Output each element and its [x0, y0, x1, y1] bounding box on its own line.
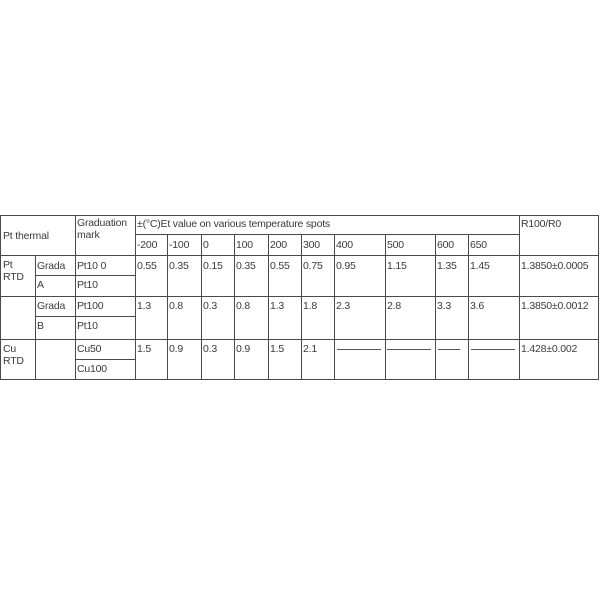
- tolerance-header: ±(°C)Et value on various temperature spots: [137, 218, 330, 230]
- grade-a-line2: A: [37, 279, 44, 291]
- temp-header-cell: 300: [303, 239, 320, 251]
- grade-a-ratio: 1.3850±0.0005: [521, 260, 589, 272]
- temp-header-cell: -100: [169, 239, 190, 251]
- cu-ratio: 1.428±0.002: [521, 343, 578, 355]
- grade-b-ratio: 1.3850±0.0012: [521, 300, 589, 312]
- grade-a-value: 0.95: [336, 260, 356, 272]
- grade-a-value: 0.35: [169, 260, 189, 272]
- grade-a-value: 0.55: [270, 260, 290, 272]
- pt-group-line1: Pt: [3, 259, 13, 271]
- grade-a-value: 1.35: [437, 260, 457, 272]
- grade-a-value: 0.15: [203, 260, 223, 272]
- grade-b-line2: B: [37, 320, 44, 332]
- group-header: Pt thermal: [3, 230, 49, 242]
- cu-mark2: Cu100: [77, 363, 107, 375]
- grade-a-value: 1.15: [387, 260, 407, 272]
- cu-group-line1: Cu: [3, 343, 17, 355]
- grade-b-mark2: Pt10: [77, 320, 98, 332]
- temp-header-cell: 600: [437, 239, 454, 251]
- grade-b-value: 0.3: [203, 300, 217, 312]
- rtd-tolerance-table: [0, 215, 599, 380]
- ratio-header: R100/R0: [521, 218, 562, 230]
- grade-a-line1: Grada: [37, 260, 66, 272]
- cu-value: 0.9: [236, 343, 250, 355]
- grade-a-mark1: Pt10 0: [77, 260, 107, 272]
- cu-value: 0.9: [169, 343, 183, 355]
- grade-b-value: 1.8: [303, 300, 317, 312]
- cu-mark1: Cu50: [77, 343, 102, 355]
- grade-b-value: 3.6: [470, 300, 484, 312]
- temp-header-cell: 400: [336, 239, 353, 251]
- mark-header-line1: Graduation: [77, 217, 127, 229]
- temp-header-cell: 0: [203, 239, 209, 251]
- cu-value: 1.5: [270, 343, 284, 355]
- not-applicable-dash: [337, 349, 381, 350]
- not-applicable-dash: [438, 349, 460, 350]
- mark-header-line2: mark: [77, 229, 100, 241]
- grade-b-value: 1.3: [270, 300, 284, 312]
- grade-b-value: 2.3: [336, 300, 350, 312]
- temp-header-cell: 500: [387, 239, 404, 251]
- temp-header-cell: 200: [270, 239, 287, 251]
- grade-a-value: 0.75: [303, 260, 323, 272]
- pt-group-line2: RTD: [3, 271, 24, 283]
- not-applicable-dash: [387, 349, 431, 350]
- grade-b-value: 0.8: [236, 300, 250, 312]
- grade-b-line1: Grada: [37, 300, 66, 312]
- cu-value: 1.5: [137, 343, 151, 355]
- grade-b-value: 1.3: [137, 300, 151, 312]
- not-applicable-dash: [471, 349, 515, 350]
- grade-a-value: 0.35: [236, 260, 256, 272]
- temp-header-cell: -200: [137, 239, 158, 251]
- grade-a-value: 0.55: [137, 260, 157, 272]
- temp-header-cell: 100: [236, 239, 253, 251]
- grade-b-mark1: Pt100: [77, 300, 104, 312]
- grade-a-mark2: Pt10: [77, 279, 98, 291]
- cu-group-line2: RTD: [3, 355, 24, 367]
- cu-value: 0.3: [203, 343, 217, 355]
- grade-a-value: 1.45: [470, 260, 490, 272]
- cu-value: 2.1: [303, 343, 317, 355]
- grade-b-value: 0.8: [169, 300, 183, 312]
- temp-header-cell: 650: [470, 239, 487, 251]
- grade-b-value: 3.3: [437, 300, 451, 312]
- grade-b-value: 2.8: [387, 300, 401, 312]
